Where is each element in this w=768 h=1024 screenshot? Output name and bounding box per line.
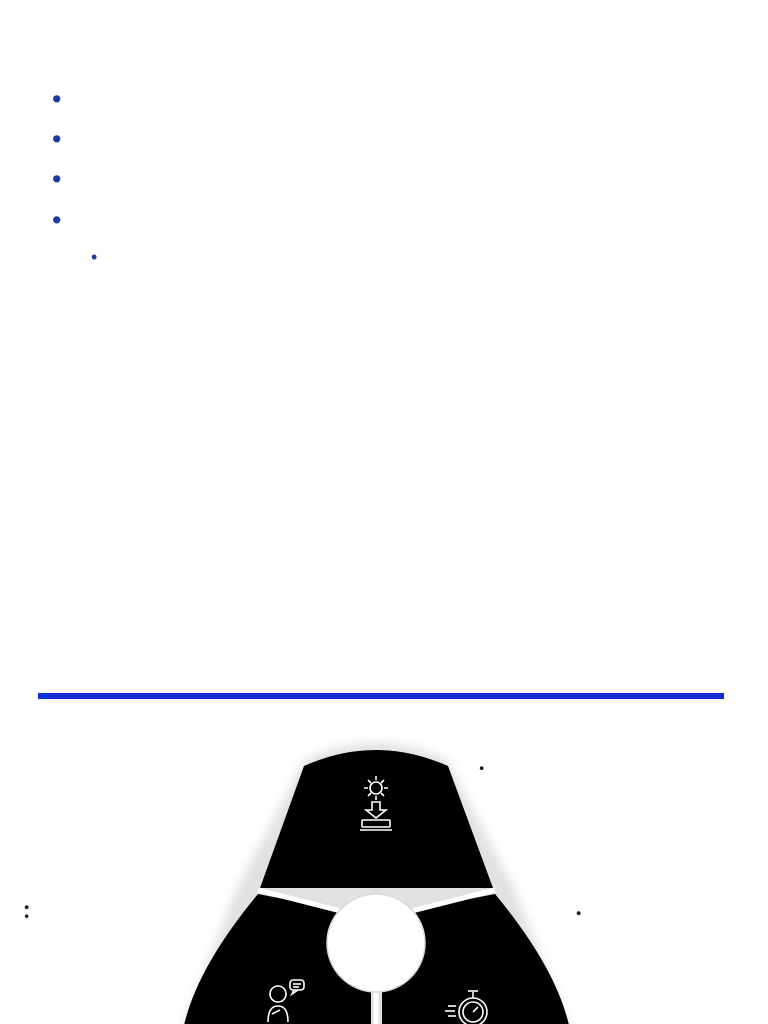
bullet-dot-icon: • (52, 84, 62, 114)
bullet-dot-icon: • (52, 205, 62, 235)
confidentiality-note (9, 899, 49, 908)
bullet-dot-icon: • (52, 164, 62, 194)
title-underline (38, 693, 724, 699)
cia-triad-diagram (0, 730, 768, 1024)
bullet-dot-icon: • (91, 247, 98, 267)
bullet-dot-icon: • (52, 124, 62, 154)
data-circle (327, 894, 425, 992)
integrity-segment (260, 750, 493, 888)
